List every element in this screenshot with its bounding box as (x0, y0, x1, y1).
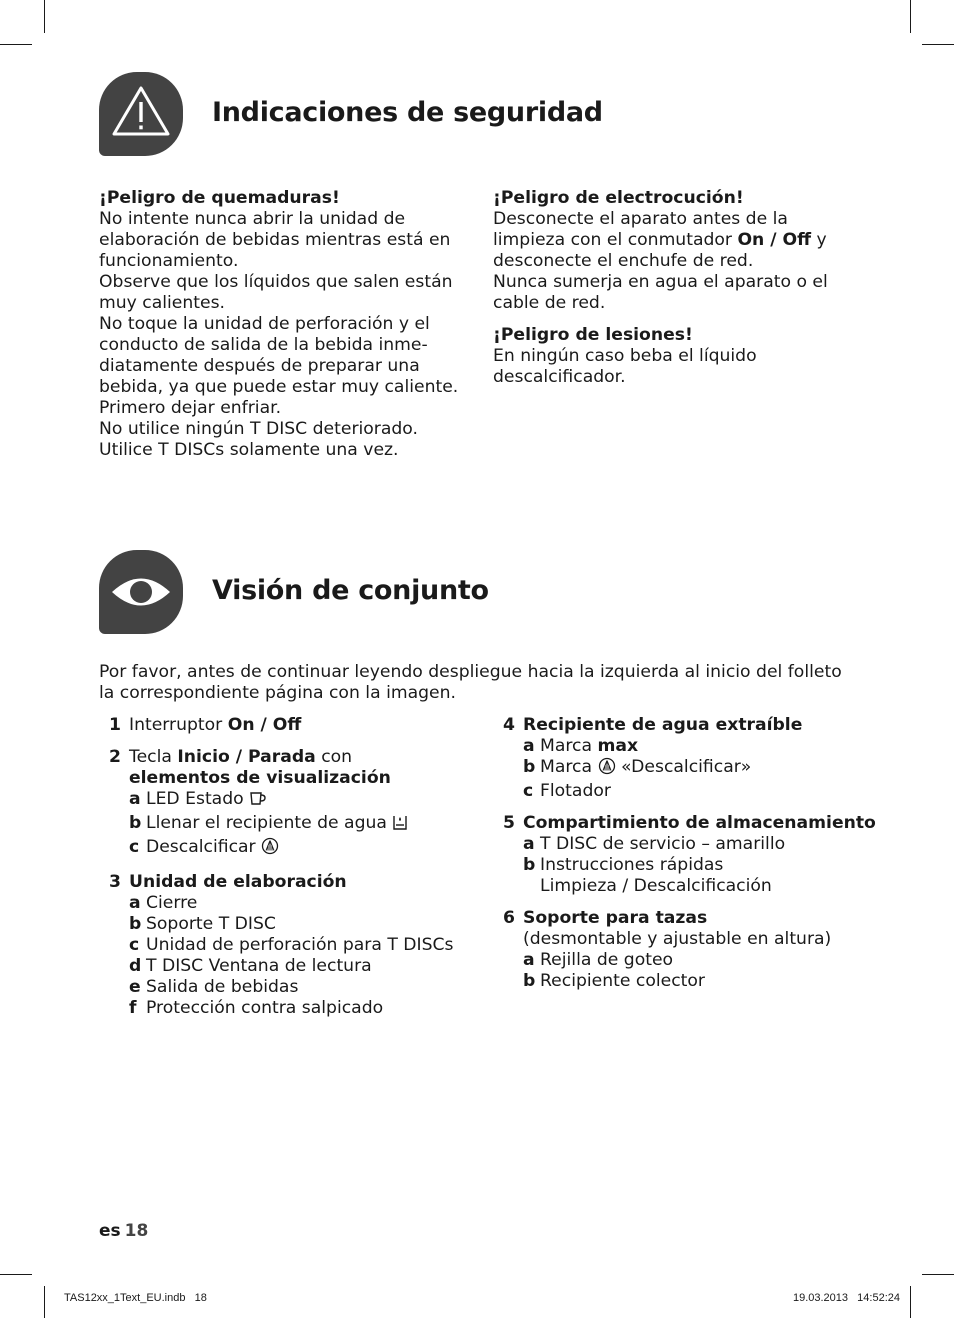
item-number: 2 (109, 747, 121, 767)
burns-line: Primero dejar enfriar. (99, 398, 282, 418)
slug-filename: TAS12xx_1Text_EU.indb 18 (64, 1292, 207, 1304)
burns-line: funcionamiento. (99, 251, 239, 271)
burns-line: conducto de salida de la bebida inme- (99, 335, 428, 355)
injury-line: En ningún caso beba el líquido (493, 346, 757, 366)
page-number: 18 (124, 1221, 149, 1241)
burns-line: Observe que los líquidos que salen están (99, 272, 453, 292)
burns-line: bebida, ya que puede estar muy caliente. (99, 377, 459, 397)
crop-mark (0, 1274, 32, 1275)
list-item-3: 3 Unidad de elaboración a Cierre b Soporte T DISC c Unidad de perforación para T DISCs d T DISC Ventana de lectura e Salida de bebidas f Protección contra salpicado (99, 872, 489, 1019)
sub-item: b Recipiente colector (523, 971, 705, 991)
crop-mark (922, 44, 954, 45)
safety-title: Indicaciones de seguridad (212, 97, 603, 128)
sub-item: c Unidad de perforación para T DISCs (129, 935, 454, 955)
burns-line: No intente nunca abrir la unidad de (99, 209, 406, 229)
intro-line: la correspondiente página con la imagen. (99, 683, 456, 703)
safety-column-left (99, 188, 479, 461)
sub-item: c Flotador (523, 781, 611, 801)
item-number: 1 (109, 715, 121, 735)
burns-line: No utilice ningún T DISC deteriorado. (99, 419, 418, 439)
electrocution-line: limpieza con el conmutador On / Off y (493, 230, 827, 250)
burns-line: elaboración de bebidas mientras está en (99, 230, 451, 250)
electrocution-line: Desconecte el aparato antes de la (493, 209, 788, 229)
sub-item: d T DISC Ventana de lectura (129, 956, 372, 976)
electrocution-line: cable de red. (493, 293, 606, 313)
safety-column-right (493, 188, 873, 399)
sub-item: e Salida de bebidas (129, 977, 299, 997)
sub-item: a Marca max (523, 736, 639, 756)
sub-item: a Rejilla de goteo (523, 950, 674, 970)
overview-column-left (99, 715, 489, 1030)
item-number: 5 (503, 813, 515, 833)
eye-icon (99, 550, 183, 634)
sub-item: a T DISC de servicio – amarillo (523, 834, 786, 854)
water-tank-icon (392, 814, 408, 837)
sub-item: a LED Estado (129, 789, 489, 813)
list-item-5: 5 Compartimiento de almacenamiento a T DISC de servicio – amarillo b Instrucciones rápidas Limpieza / Descalcificación (493, 813, 903, 897)
sub-item: b Marca «Descalcificar» (523, 757, 903, 781)
overview-column-right (493, 715, 903, 1003)
burns-heading: ¡Peligro de quemaduras! (99, 188, 340, 208)
crop-mark (910, 0, 911, 33)
item-number: 3 (109, 872, 121, 892)
intro-line: Por favor, antes de continuar leyendo despliegue hacia la izquierda al inicio del folleto (99, 662, 842, 682)
list-item-1: 1 Interruptor On / Off (109, 715, 302, 735)
injury-line: descalcificador. (493, 367, 626, 387)
cup-status-icon (249, 790, 266, 813)
sub-item: c Descalcificar (129, 837, 489, 861)
burns-line: No toque la unidad de perforación y el (99, 314, 430, 334)
slug-timestamp: 19.03.2013 14:52:24 (792, 1292, 900, 1304)
crop-mark (910, 1286, 911, 1318)
burns-line: diatamente después de preparar una (99, 356, 420, 376)
item-number: 4 (503, 715, 515, 735)
item-number: 6 (503, 908, 515, 928)
electrocution-heading: ¡Peligro de electrocución! (493, 188, 744, 208)
injury-block (493, 325, 873, 388)
electrocution-line: desconecte el enchufe de red. (493, 251, 754, 271)
list-item-4: 4 Recipiente de agua extraíble a Marca max b Marca «Descalcificar» c Flotador (493, 715, 903, 802)
crop-mark (44, 1286, 45, 1318)
sub-item: a Cierre (129, 893, 198, 913)
language-code: es (99, 1221, 121, 1241)
crop-mark (0, 44, 32, 45)
crop-mark (44, 0, 45, 33)
descaling-icon (261, 837, 279, 861)
warning-triangle-icon (99, 72, 183, 156)
sub-item: b Soporte T DISC (129, 914, 276, 934)
overview-title: Visión de conjunto (212, 575, 489, 606)
sub-item: b Llenar el recipiente de agua (129, 813, 489, 837)
sub-item: f Protección contra salpicado (129, 998, 384, 1018)
injury-heading: ¡Peligro de lesiones! (493, 325, 693, 345)
overview-intro (99, 662, 879, 704)
burns-line: muy calientes. (99, 293, 226, 313)
page-footer (99, 1221, 148, 1241)
sub-item: b Instrucciones rápidas Limpieza / Descalcificación (523, 855, 772, 896)
electrocution-line: Nunca sumerja en agua el aparato o el (493, 272, 828, 292)
electrocution-block (493, 188, 873, 314)
crop-mark (922, 1274, 954, 1275)
burns-line: Utilice T DISCs solamente una vez. (99, 440, 399, 460)
descaling-icon (598, 757, 616, 781)
list-item-2: 2 Tecla Inicio / Parada con elementos de visualización a LED Estado b Llenar el recipiente de agua c Descalcificar (99, 747, 489, 861)
list-item-6: 6 Soporte para tazas (desmontable y ajustable en altura) a Rejilla de goteo b Recipiente colector (493, 908, 903, 992)
